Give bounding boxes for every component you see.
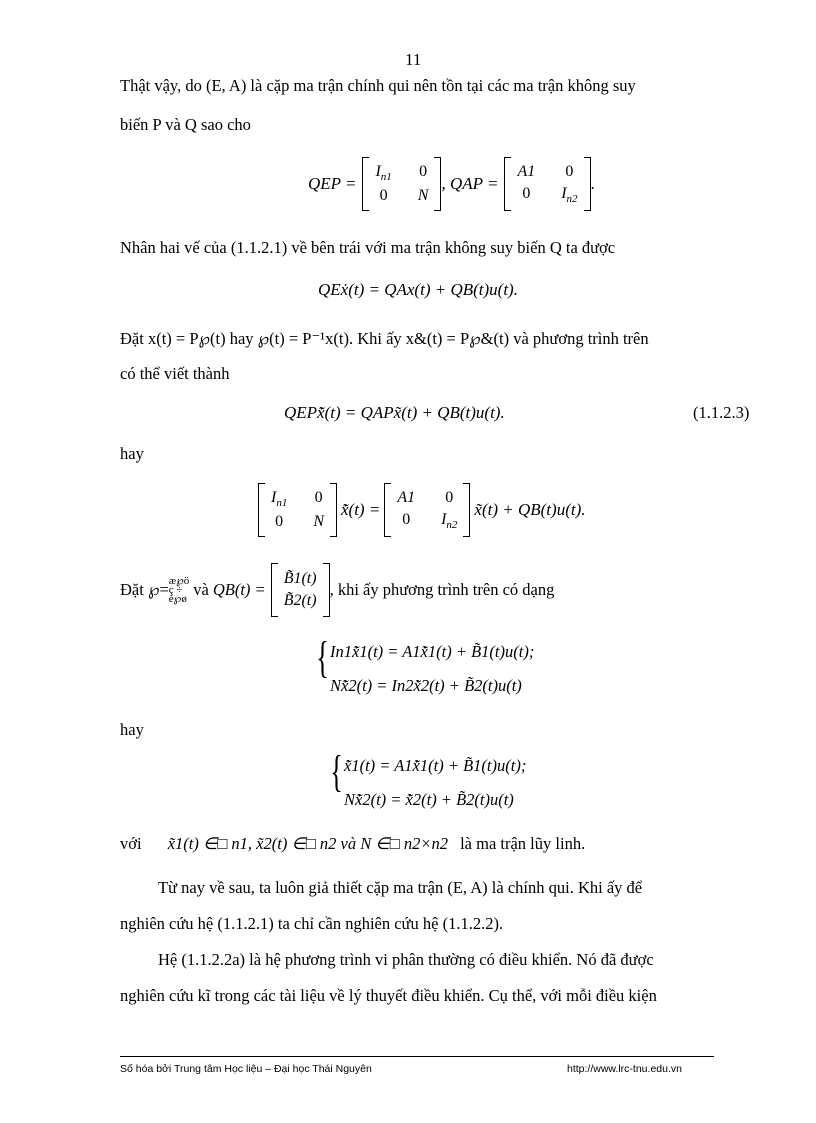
paragraph-line: có thể viết thành [120,364,230,383]
matrix-cell: 0 [522,184,531,202]
matrix-cell: $I_{n1}$ [271,488,288,510]
paragraph-line [120,834,585,854]
matrix-cell: 0 [419,162,428,180]
matrix-cell: 0 [445,488,454,506]
matrix-block [258,483,337,537]
equation-text: x̃̇(t) = [341,500,381,519]
matrix-cell: $I_{n1}$ [375,162,392,184]
paragraph-text: , khi ấy phương trình trên có dạng [329,580,555,599]
equation-qex: QEẋ(t) = QAx(t) + QB(t)u(t). [318,280,518,299]
paragraph-line: nghiên cứu kĩ trong các tài liệu về lý thuyết điều khiển. Cụ thể, với mỗi điều kiện [120,986,657,1005]
definition-line [120,560,554,620]
matrix-cell: B̃2(t) [283,592,317,609]
paragraph-text: là ma trận lũy linh. [460,834,586,853]
matrix-block [362,157,441,211]
matrix-cell: 0 [402,510,411,528]
system-line: Nx̃̇2(t) = x̃̇2(t) + B̃2(t)u(t) [344,790,514,809]
page-number: 11 [405,50,422,69]
paragraph-line: hay [120,720,144,739]
matrix-cell: 0 [314,488,323,506]
equation-text: . [590,174,595,193]
matrix-block [271,563,330,617]
system-brace: { [316,633,329,682]
matrix-block [384,483,470,537]
matrix-cell: $I_{n2}$ [441,510,458,532]
equation-1-1-2-3: QEPx̃̇(t) = QAPx̃(t) + QB(t)u(t). [284,403,505,422]
paragraph-line: Hệ (1.1.2.2a) là hệ phương trình vi phân thường có điều khiển. Nó đã được [158,950,654,969]
paragraph-line: biến P và Q sao cho [120,115,251,134]
paragraph-text: và [193,580,209,599]
footer-left: Số hóa bởi Trung tâm Học liệu – Đại học Thái Nguyên [120,1063,372,1075]
equation-text: QEP = [308,174,357,193]
matrix-cell: N [313,513,324,531]
paragraph-line: Từ nay về sau, ta luôn giả thiết cặp ma trận (E, A) là chính qui. Khi ấy để [158,878,643,897]
matrix-cell: 0 [565,162,574,180]
footer-link[interactable]: http://www.lrc-tnu.edu.vn [567,1063,682,1075]
paragraph-line: nghiên cứu hệ (1.1.2.1) ta chỉ cần nghiên cứu hệ (1.1.2.2). [120,914,504,933]
equation-number: (1.1.2.3) [693,403,750,422]
equation-qep-qap [308,154,595,214]
equation-text: QB(t) = [212,580,266,599]
matrix-cell: A1 [517,162,536,180]
matrix-block [504,157,590,211]
system-line: Nx̃̇2(t) = In2x̃̇2(t) + B̃2(t)u(t) [330,676,522,695]
matrix-cell: $I_{n2}$ [561,184,578,206]
equation-text: x̃(t) + QB(t)u(t). [474,500,586,519]
garbled-glyph: æ℘ö ç ÷ è℘ø [168,574,190,605]
equation-block-matrix [258,480,586,540]
equation-text: , QAP = [441,174,499,193]
matrix-cell: N [417,187,429,205]
system-line: x̃̇1(t) = A1x̃̇1(t) + B̃1(t)u(t); [344,756,527,775]
matrix-cell: 0 [275,513,284,531]
paragraph-line: Đặt x(t) = P℘(t) hay ℘(t) = P⁻¹x(t). Khi ấy x&(t) = P℘&(t) và phương trình trên [120,329,649,348]
system-line: In1x̃̇1(t) = A1x̃̇1(t) + B̃1(t)u(t); [330,642,535,661]
matrix-cell: B̃1(t) [283,570,317,587]
matrix-cell: A1 [397,488,416,506]
paragraph-text: Đặt ℘= [120,580,169,599]
system-brace: { [330,747,343,796]
equation-text: x̃1(t) ∈□ n1, x̃2(t) ∈□ n2 và N ∈□ n2×n2 [167,834,448,853]
paragraph-line: hay [120,444,144,463]
footer-divider [120,1056,714,1057]
matrix-cell: 0 [379,187,388,205]
paragraph-line: Thật vậy, do (E, A) là cặp ma trận chính qui nên tồn tại các ma trận không suy [120,76,636,95]
paragraph-line: Nhân hai vế của (1.1.2.1) về bên trái với ma trận không suy biến Q ta được [120,238,616,257]
paragraph-text: với [120,834,142,853]
